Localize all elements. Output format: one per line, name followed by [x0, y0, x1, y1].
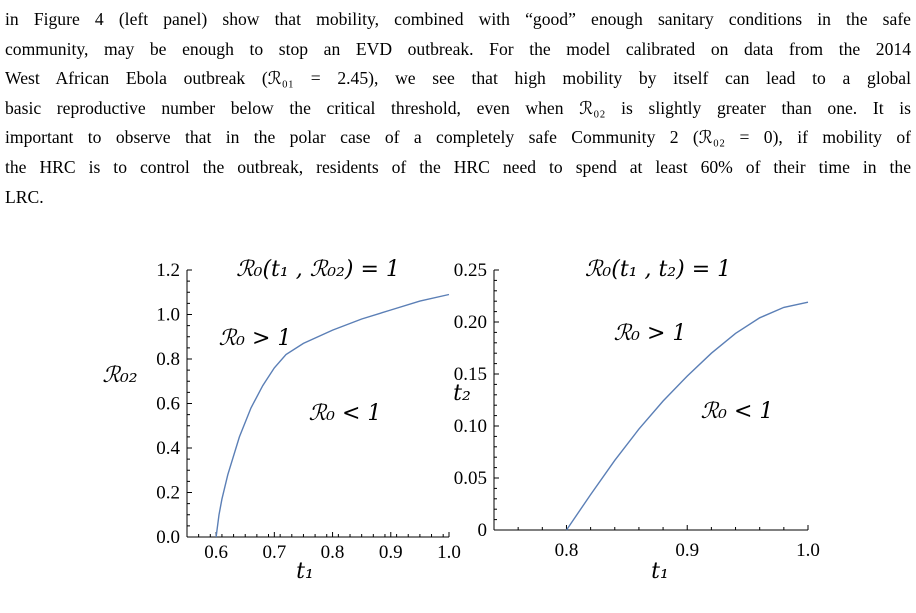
x-tick-label: 0.9 [675, 540, 700, 561]
paragraph-line: the HRC is to control the outbreak, residents of the HRC need to spend at least 60% of their time in the [5, 156, 911, 177]
x-axis-label: t₁ [296, 559, 314, 584]
chart-title: ℛ₀(t₁ , ℛ₀₂) = 1 [236, 257, 400, 282]
y-tick-label: 1.2 [156, 260, 180, 281]
chart-title: ℛ₀(t₁ , t₂) = 1 [584, 257, 732, 282]
region-label: ℛ₀ > 1 [613, 321, 687, 346]
y-tick-label: 0.6 [156, 393, 180, 415]
y-axis-label: t₂ [453, 381, 471, 406]
y-tick-label: 0.25 [453, 260, 487, 281]
paragraph-line: LRC. [5, 186, 44, 207]
region-label: ℛ₀ < 1 [308, 401, 382, 426]
x-axis-label: t₁ [651, 559, 669, 584]
region-label: ℛ₀ < 1 [700, 399, 774, 424]
region-label: ℛ₀ > 1 [218, 326, 292, 351]
paragraph-line: in Figure 4 (left panel) show that mobility, combined with “good” enough sanitary conditions in the safe [5, 9, 911, 29]
y-tick-label: 0.2 [156, 482, 180, 504]
y-tick-label: 0.10 [453, 416, 487, 437]
y-axis-label: ℛ₀₂ [102, 363, 138, 388]
x-tick-label: 0.8 [320, 542, 345, 563]
x-tick-label: 0.8 [554, 540, 579, 561]
y-tick-label: 0.0 [156, 527, 180, 548]
y-tick-label: 0.4 [156, 438, 180, 459]
y-tick-label: 0 [477, 520, 487, 541]
x-tick-label: 1.0 [437, 542, 461, 563]
x-tick-label: 1.0 [796, 540, 820, 561]
paragraph-line: important to observe that in the polar case of a completely safe Community 2 (ℛ₀₂ = 0), if mobility of [5, 127, 911, 148]
y-tick-label: 0.8 [156, 349, 180, 370]
y-tick-label: 0.05 [453, 468, 487, 489]
x-tick-label: 0.7 [262, 542, 287, 563]
y-tick-label: 0.20 [453, 312, 487, 333]
paragraph-line: community, may be enough to stop an EVD outbreak. For the model calibrated on data from the 2014 [5, 38, 911, 59]
paragraph-line: basic reproductive number below the critical threshold, even when ℛ₀₂ is slightly greater than one. It is [5, 97, 911, 118]
y-tick-label: 1.0 [156, 304, 180, 326]
y-tick-label: 0.15 [453, 364, 487, 385]
x-tick-label: 0.6 [204, 542, 228, 563]
x-tick-label: 0.9 [378, 542, 403, 563]
paragraph-line: West African Ebola outbreak (ℛ₀₁ = 2.45), we see that high mobility by itself can lead to a global [5, 68, 911, 89]
